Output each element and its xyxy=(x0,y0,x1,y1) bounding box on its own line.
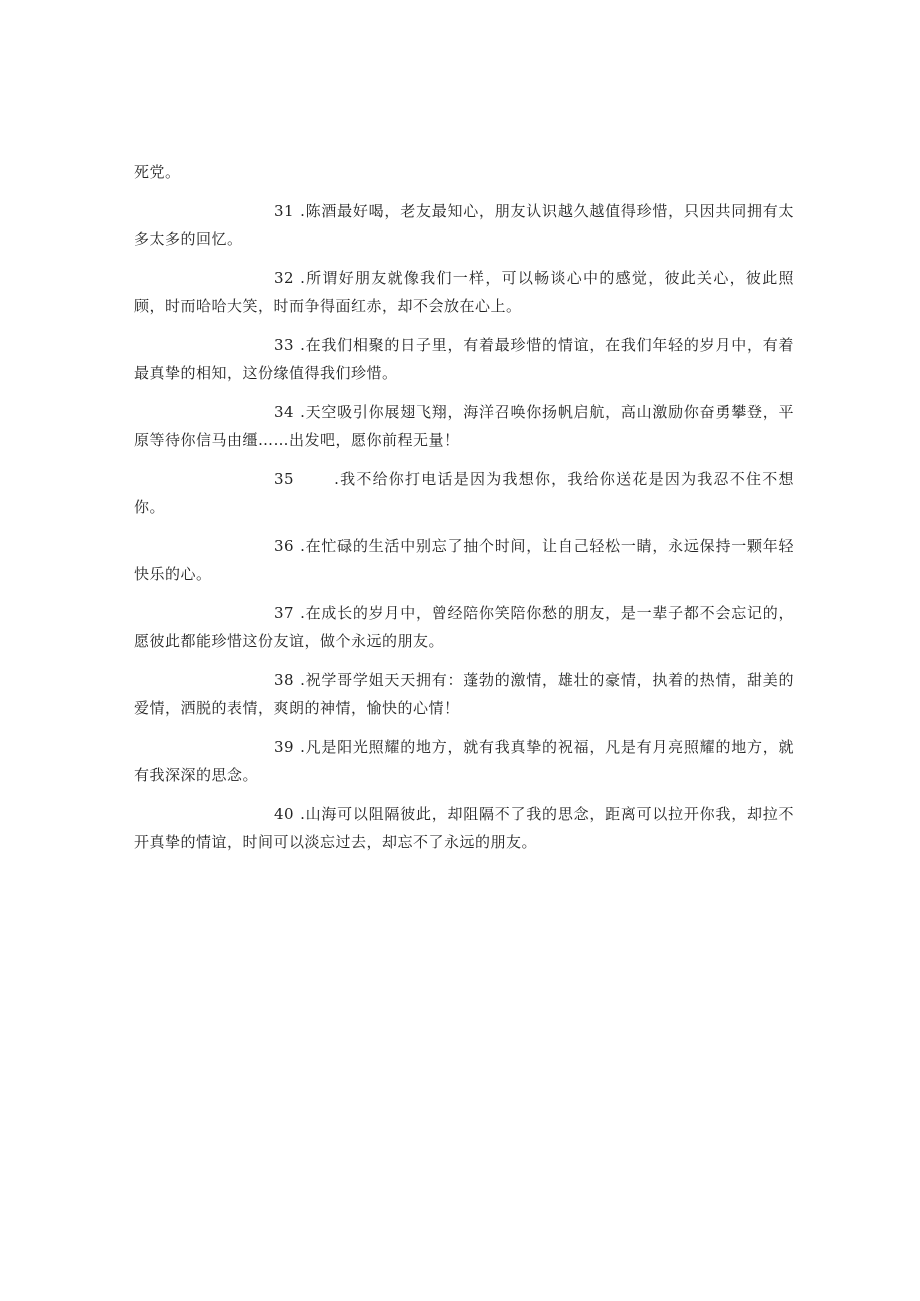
item-text: .山海可以阻隔彼此，却阻隔不了我的思念，距离可以拉开你我，却拉不开真挚的情谊，时间可以淡忘过去，却忘不了永远的朋友。 xyxy=(134,805,794,851)
list-item xyxy=(134,465,794,521)
item-text: .天空吸引你展翅飞翔，海洋召唤你扬帆启航，高山激励你奋勇攀登，平原等待你信马由缰……出发吧，愿你前程无量！ xyxy=(134,403,794,449)
item-text: .在我们相聚的日子里，有着最珍惜的情谊，在我们年轻的岁月中，有着最真挚的相知，这份缘值得我们珍惜。 xyxy=(134,336,794,382)
item-text: .在忙碌的生活中别忘了抽个时间，让自己轻松一睛，永远保持一颗年轻快乐的心。 xyxy=(134,537,794,583)
item-number: 40 xyxy=(274,805,295,823)
item-number: 35 xyxy=(274,470,295,488)
list-item xyxy=(134,197,794,253)
item-text: .我不给你打电话是因为我想你，我给你送花是因为我忍不住不想你。 xyxy=(134,470,794,516)
item-number: 38 xyxy=(274,671,295,689)
list-item xyxy=(134,666,794,722)
item-number: 36 xyxy=(274,537,295,555)
list-item xyxy=(134,800,794,856)
item-number: 32 xyxy=(274,269,295,287)
item-number: 33 xyxy=(274,336,295,354)
item-text: .陈酒最好喝，老友最知心，朋友认识越久越值得珍惜，只因共同拥有太多太多的回忆。 xyxy=(134,202,794,248)
list-item xyxy=(134,331,794,387)
list-item xyxy=(134,264,794,320)
list-item xyxy=(134,398,794,454)
item-number: 34 xyxy=(274,403,295,421)
list-item xyxy=(134,599,794,655)
item-number: 31 xyxy=(274,202,295,220)
item-number: 37 xyxy=(274,604,295,622)
item-text: .凡是阳光照耀的地方，就有我真挚的祝福，凡是有月亮照耀的地方，就有我深深的思念。 xyxy=(134,738,794,784)
item-number: 39 xyxy=(274,738,295,756)
item-text: .祝学哥学姐天天拥有：蓬勃的激情，雄壮的豪情，执着的热情，甜美的爱情，洒脱的表情，爽朗的神情，愉快的心情！ xyxy=(134,671,794,717)
list-item xyxy=(134,532,794,588)
document-body xyxy=(134,158,794,867)
continuation-paragraph: 死党。 xyxy=(134,163,181,181)
list-item xyxy=(134,733,794,789)
item-text: .在成长的岁月中，曾经陪你笑陪你愁的朋友，是一辈子都不会忘记的，愿彼此都能珍惜这份友谊，做个永远的朋友。 xyxy=(134,604,794,650)
item-text: .所谓好朋友就像我们一样，可以畅谈心中的感觉，彼此关心，彼此照顾，时而哈哈大笑，时而争得面红赤，却不会放在心上。 xyxy=(134,269,794,315)
